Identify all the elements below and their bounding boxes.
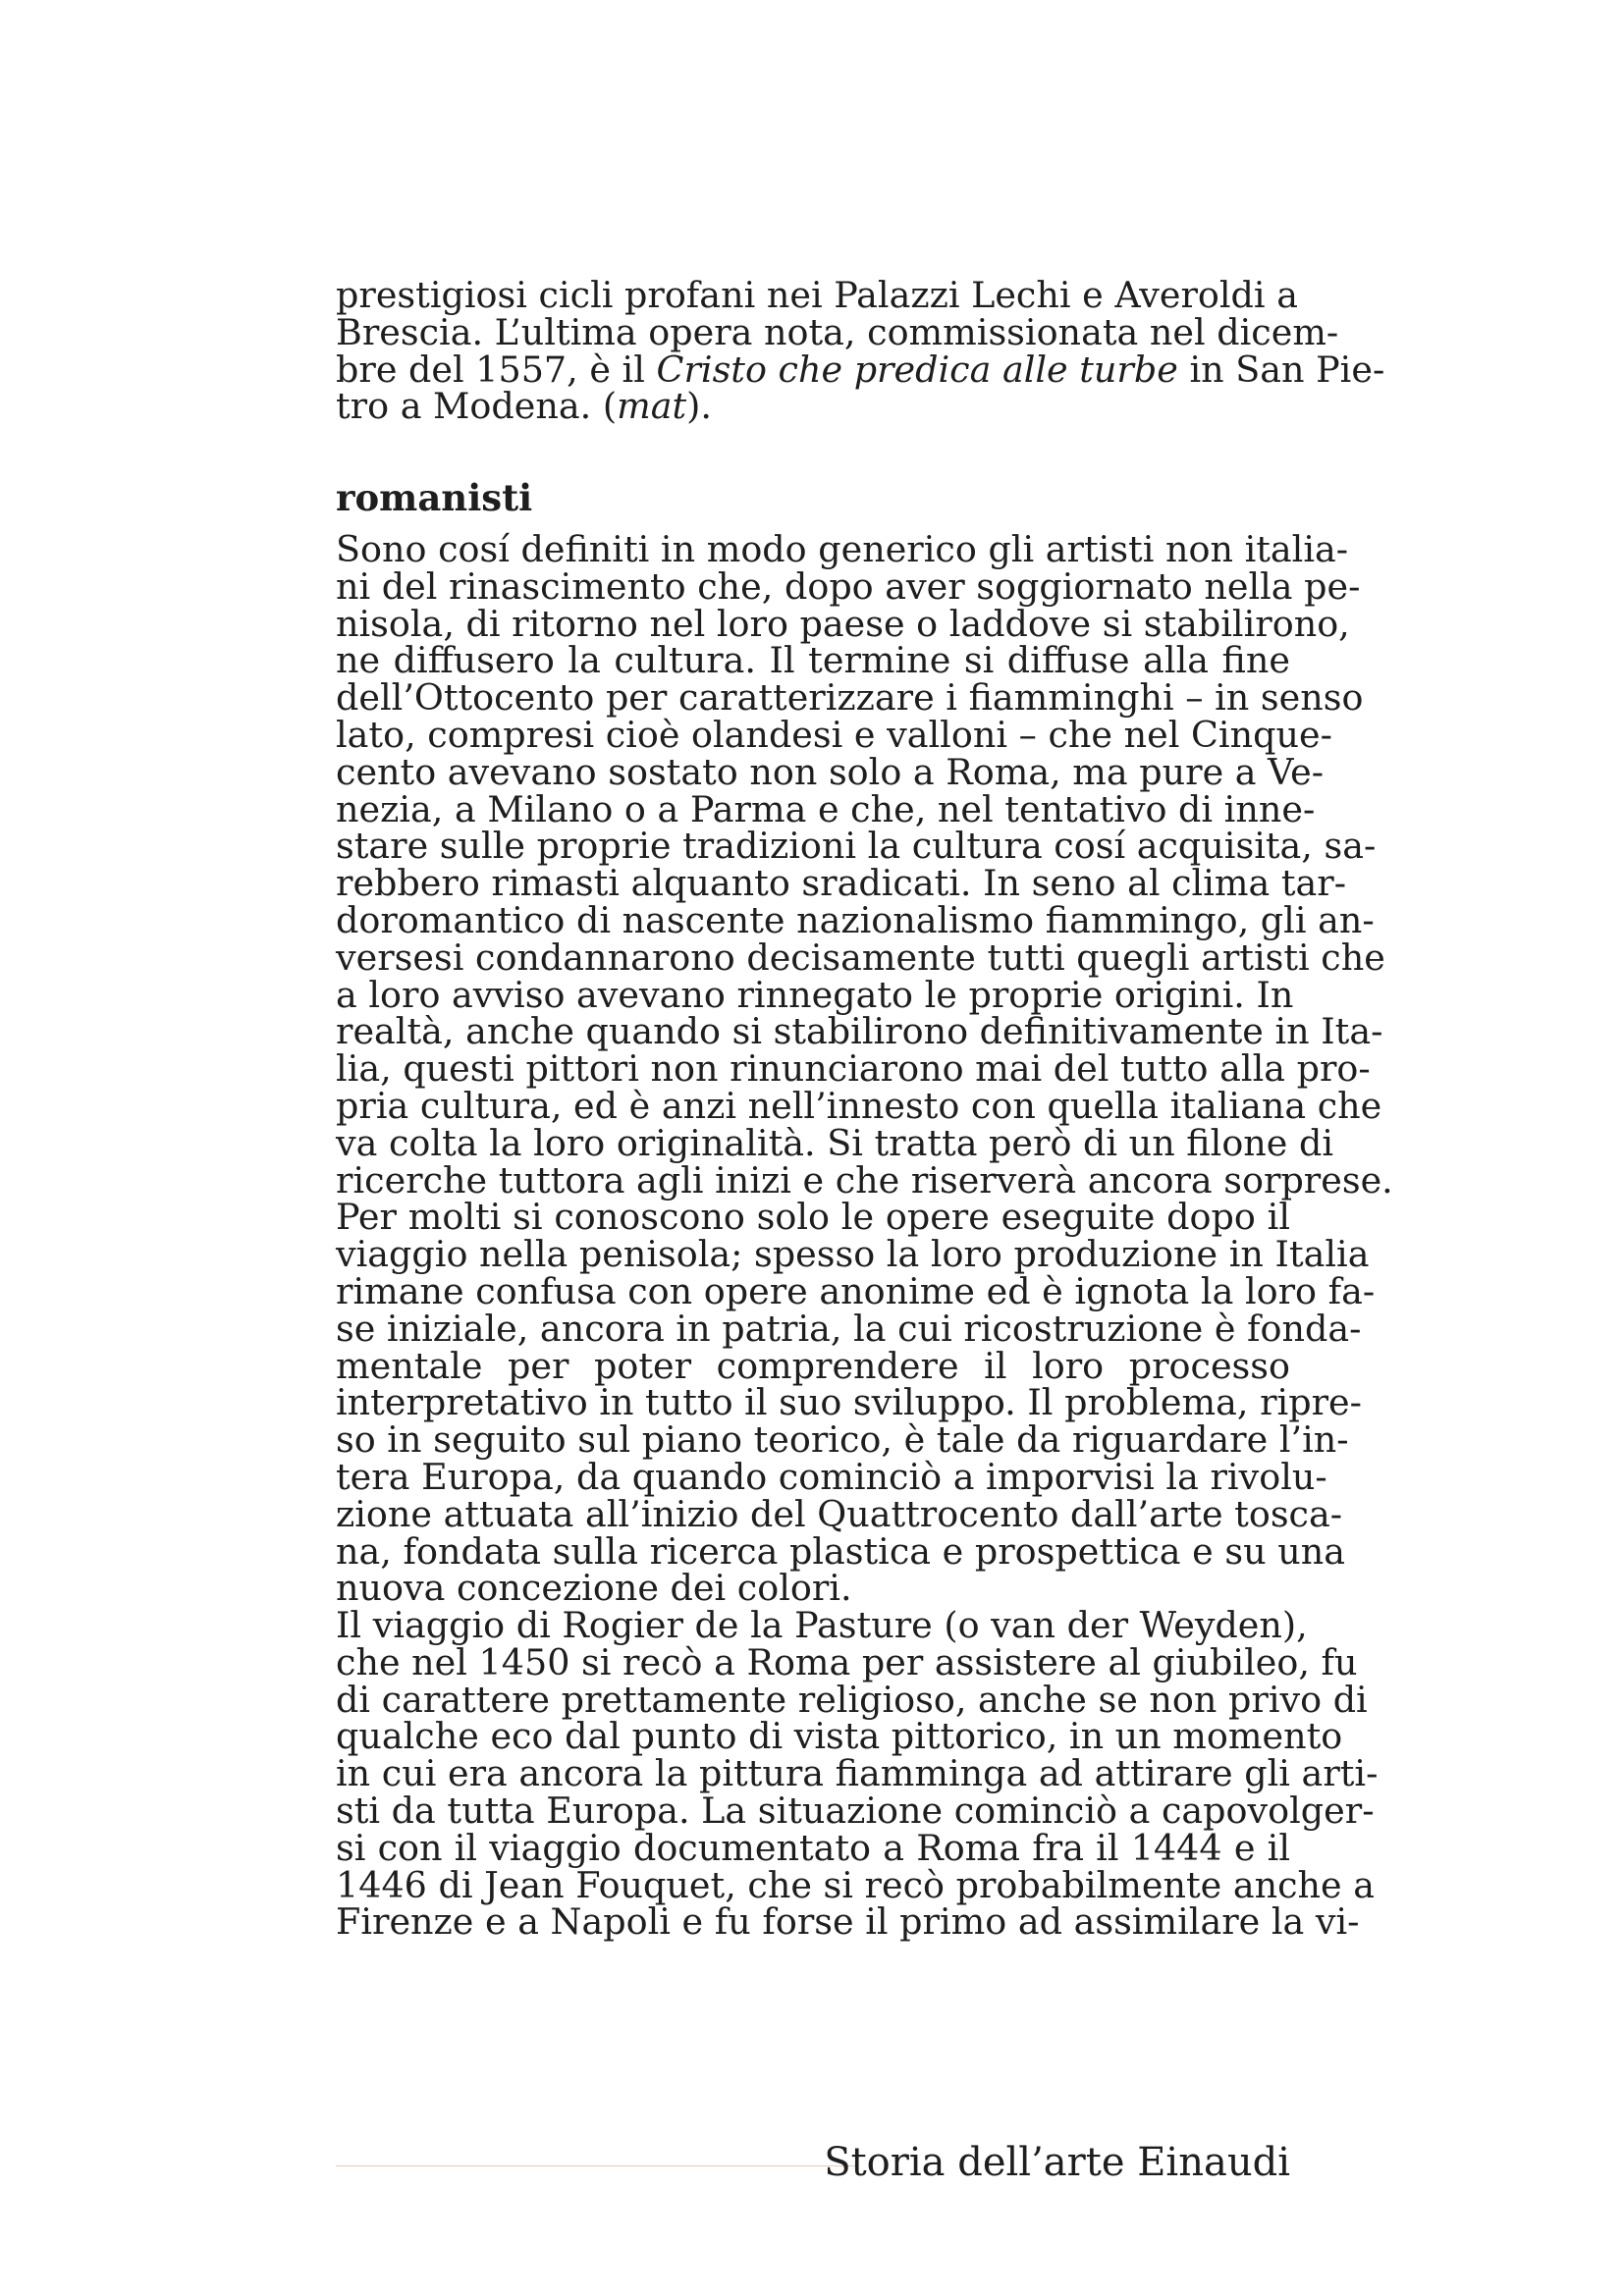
text-line: di carattere prettamente religioso, anche se non privo di bbox=[336, 1678, 1368, 1721]
text-line: lato, compresi cioè olandesi e valloni – che nel Cinque- bbox=[336, 713, 1332, 756]
text-line: pria cultura, ed è anzi nell’innesto con quella italiana che bbox=[336, 1084, 1382, 1127]
italic-title: mat bbox=[617, 385, 687, 428]
text-line: Firenze e a Napoli e fu forse il primo ad assimilare la vi- bbox=[336, 1900, 1360, 1944]
text-line: ricerche tuttora agli inizi e che riserverà ancora sorprese. bbox=[336, 1158, 1393, 1201]
text-line: va colta la loro originalità. Si tratta però di un filone di bbox=[336, 1121, 1334, 1164]
text-line: in cui era ancora la pittura fiamminga ad attirare gli arti- bbox=[336, 1752, 1379, 1795]
text-line: ne diffusero la cultura. Il termine si diffuse alla fine bbox=[336, 639, 1290, 682]
entry-paragraph bbox=[336, 527, 1393, 1610]
entry-paragraph bbox=[336, 1604, 1379, 1944]
text-line: zione attuata all’inizio del Quattrocento dall’arte tosca- bbox=[336, 1492, 1343, 1535]
entry-headword: romanisti bbox=[336, 476, 533, 520]
text-line: Il viaggio di Rogier de la Pasture (o van der Weyden), bbox=[336, 1604, 1308, 1647]
text-line: lia, questi pittori non rinunciarono mai del tutto alla pro- bbox=[336, 1047, 1371, 1091]
text-line: nezia, a Milano o a Parma e che, nel tentativo di inne- bbox=[336, 787, 1316, 830]
text-line: sti da tutta Europa. La situazione cominciò a capovolger- bbox=[336, 1789, 1375, 1833]
footer-rule bbox=[336, 2165, 858, 2166]
text-line: qualche eco dal punto di vista pittorico, in un momento bbox=[336, 1715, 1343, 1758]
text-line: ni del rinascimento che, dopo aver soggiornato nella pe- bbox=[336, 564, 1361, 608]
text-line: interpretativo in tutto il suo sviluppo. Il problema, ripre- bbox=[336, 1381, 1362, 1424]
text-line: na, fondata sulla ricerca plastica e prospettica e su una bbox=[336, 1529, 1345, 1573]
text-line: dell’Ottocento per caratterizzare i fiamminghi – in senso bbox=[336, 676, 1364, 720]
text-line: viaggio nella penisola; spesso la loro produzione in Italia bbox=[336, 1233, 1370, 1276]
text-line: prestigiosi cicli profani nei Palazzi Lechi e Averoldi a bbox=[336, 274, 1298, 316]
text-line: cento avevano sostato non solo a Roma, ma pure a Ve- bbox=[336, 750, 1325, 793]
text-line: nisola, di ritorno nel loro paese o laddove si stabilirono, bbox=[336, 602, 1350, 645]
page-footer bbox=[336, 2138, 1290, 2187]
text-line: so in seguito sul piano teorico, è tale da riguardare l’in- bbox=[336, 1418, 1349, 1462]
text-line: a loro avviso avevano rinnegato le proprie origini. In bbox=[336, 973, 1294, 1016]
text-line: versesi condannarono decisamente tutti quegli artisti che bbox=[336, 935, 1385, 979]
footer-title: Storia dell’arte Einaudi bbox=[824, 2140, 1290, 2185]
text-line: tera Europa, da quando cominciò a imporvisi la rivolu- bbox=[336, 1455, 1327, 1498]
continuation-paragraph bbox=[336, 274, 1385, 428]
text-line: tro a Modena. (mat). bbox=[336, 385, 712, 428]
text-line: Per molti si conoscono solo le opere eseguite dopo il bbox=[336, 1196, 1290, 1239]
text-line: che nel 1450 si recò a Roma per assistere al giubileo, fu bbox=[336, 1640, 1358, 1683]
text-line: nuova concezione dei colori. bbox=[336, 1567, 852, 1610]
text-line: mentale per poter comprendere il loro processo bbox=[336, 1344, 1290, 1387]
entry-text bbox=[336, 527, 1393, 1944]
text-line: 1446 di Jean Fouquet, che si recò probabilmente anche a bbox=[336, 1863, 1376, 1906]
text-line: Brescia. L’ultima opera nota, commissionata nel dicem- bbox=[336, 310, 1339, 353]
text-line: stare sulle proprie tradizioni la cultura cosí acquisita, sa- bbox=[336, 825, 1377, 868]
text-line: rebbero rimasti alquanto sradicati. In seno al clima tar- bbox=[336, 862, 1347, 905]
text-line: si con il viaggio documentato a Roma fra il 1444 e il bbox=[336, 1826, 1290, 1869]
text-line: Sono cosí definiti in modo generico gli artisti non italia- bbox=[336, 527, 1349, 570]
text-line: rimane confusa con opere anonime ed è ignota la loro fa- bbox=[336, 1269, 1376, 1312]
page-body bbox=[336, 274, 1393, 1944]
italic-title: Cristo che predica alle turbe bbox=[656, 347, 1178, 391]
text-line: bre del 1557, è il Cristo che predica alle turbe in San Pie- bbox=[336, 347, 1385, 391]
text-line: se iniziale, ancora in patria, la cui ricostruzione è fonda- bbox=[336, 1307, 1362, 1350]
text-line: doromantico di nascente nazionalismo fiammingo, gli an- bbox=[336, 898, 1375, 941]
text-line: realtà, anche quando si stabilirono definitivamente in Ita- bbox=[336, 1010, 1383, 1053]
